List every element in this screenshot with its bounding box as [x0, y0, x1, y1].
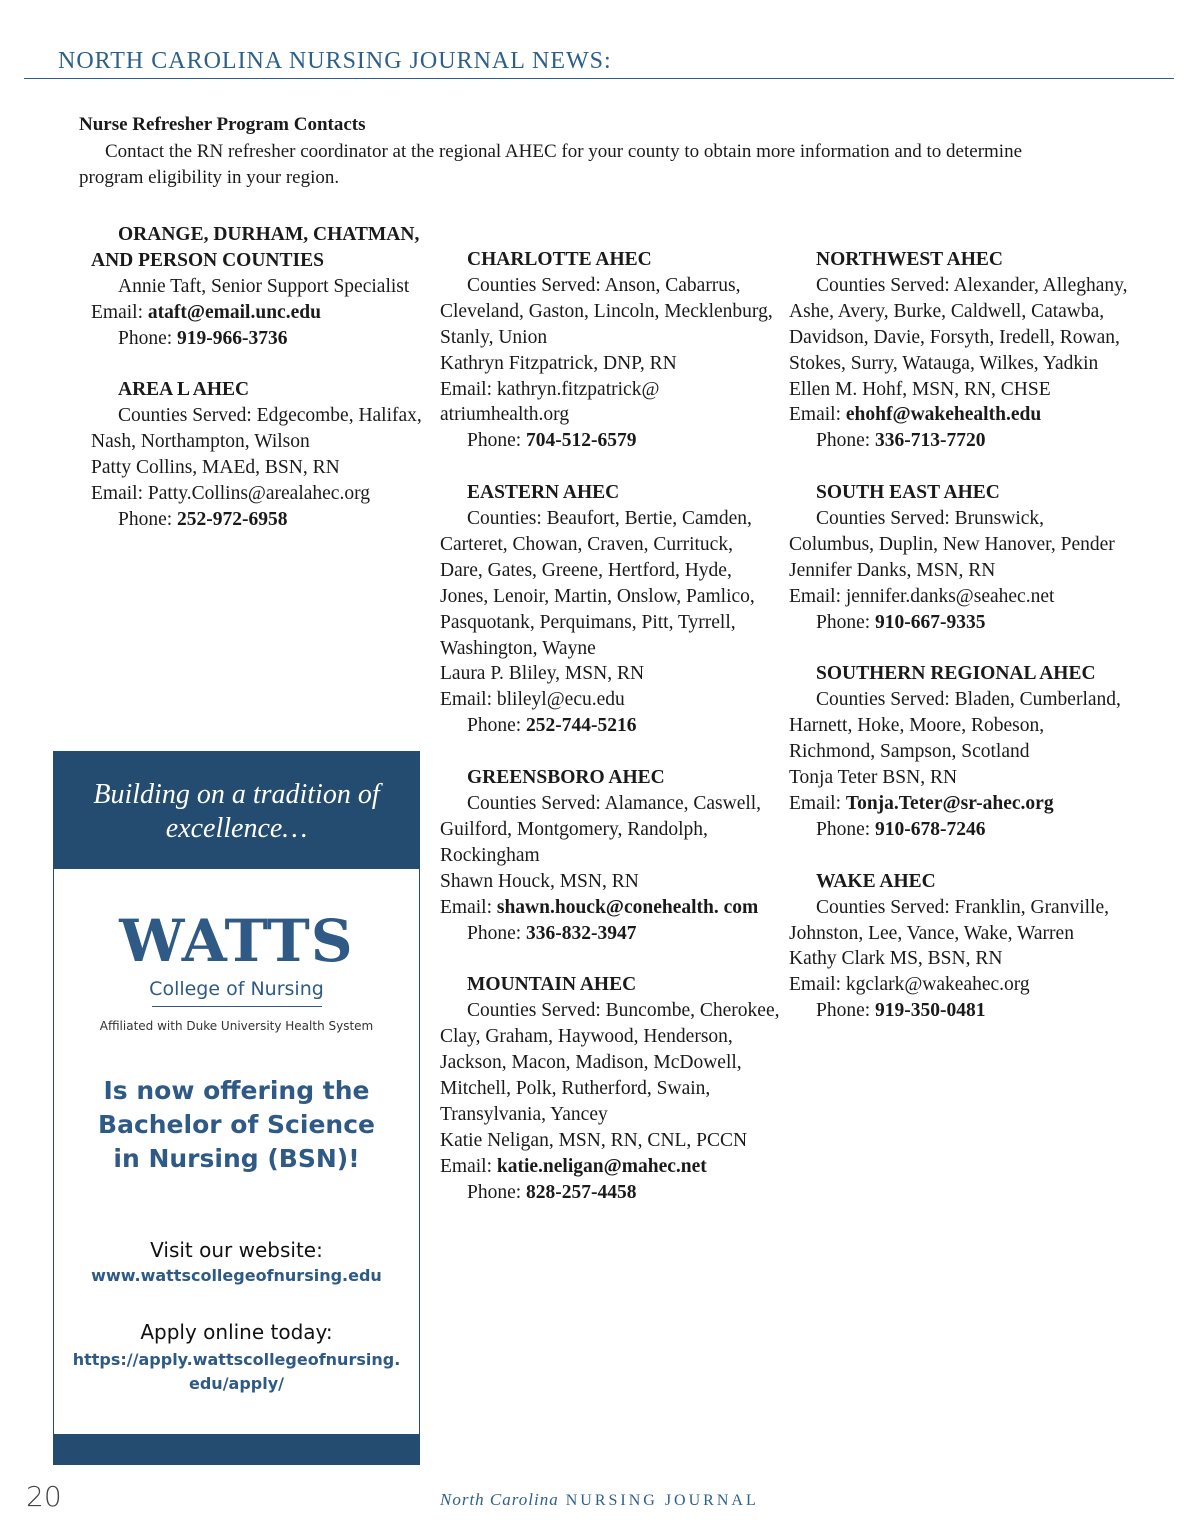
contact-entry [789, 661, 1129, 842]
contact-email[interactable]: kathryn.fitzpatrick@ atriumhealth.org [440, 378, 660, 426]
header-title: NORTH CAROLINA NURSING JOURNAL NEWS: [58, 48, 612, 74]
phone-label: Phone: [467, 922, 527, 944]
contact-email-line [440, 377, 780, 429]
contact-email[interactable]: shawn.houck@conehealth. com [496, 896, 759, 918]
footer-script-title: North Carolina [440, 1490, 559, 1509]
contact-phone-line [440, 921, 780, 947]
ad-offer [54, 1074, 419, 1176]
contact-email[interactable]: jennifer.danks@seahec.net [845, 585, 1055, 607]
contact-phone: 919-350-0481 [875, 1000, 986, 1022]
visit-label: Visit our website: [150, 1238, 323, 1262]
contact-email[interactable]: blileyl@ecu.edu [496, 689, 625, 711]
contact-counties: Counties Served: Buncombe, Cherokee, Clay, Graham, Haywood, Henderson, Jackson, Macon, Madison, McDowell, Mitchell, Polk, Rutherford, Swain, Transylvania, Yancey [440, 1000, 780, 1125]
footer-caps-title: NURSING JOURNAL [565, 1492, 759, 1509]
contact-name: EASTERN AHEC [467, 482, 620, 504]
contact-phone-line [440, 428, 780, 454]
email-label: Email: [440, 1155, 497, 1177]
contact-entry [789, 480, 1129, 635]
email-label: Email: [789, 404, 846, 426]
contact-phone-line [91, 326, 426, 352]
intro-heading: Nurse Refresher Program Contacts [79, 114, 366, 135]
journal-footer [440, 1490, 759, 1510]
phone-label: Phone: [816, 818, 876, 840]
contact-entry [440, 480, 780, 739]
contact-phone: 336-832-3947 [526, 922, 637, 944]
contact-email-line [440, 1154, 780, 1180]
contact-email-line [789, 791, 1129, 817]
contacts-column-2 [440, 247, 780, 1231]
phone-label: Phone: [816, 430, 876, 452]
contact-email[interactable]: kgclark@wakeahec.org [845, 974, 1030, 996]
contact-phone-line [440, 713, 780, 739]
ad-visit-block [54, 1238, 419, 1285]
contact-phone: 704-512-6579 [526, 430, 637, 452]
contact-name: SOUTH EAST AHEC [816, 482, 1000, 504]
contact-email-line [440, 687, 780, 713]
contact-counties: Counties Served: Bladen, Cumberland, Harnett, Hoke, Moore, Robeson, Richmond, Sampson, Scotland [789, 689, 1121, 763]
email-label: Email: [91, 301, 148, 323]
contact-person: Tonja Teter BSN, RN [789, 767, 958, 789]
phone-label: Phone: [118, 508, 178, 530]
phone-label: Phone: [467, 430, 527, 452]
contact-counties: Counties: Beaufort, Bertie, Camden, Carteret, Chowan, Craven, Currituck, Dare, Gates, Greene, Hertford, Hyde, Jones, Lenoir, Martin, Onslow, Pamlico, Pasquotank, Perquimans, Pitt, Tyrrell, Washington, Wayne [440, 508, 755, 659]
contact-counties: Counties Served: Brunswick, Columbus, Duplin, New Hanover, Pender [789, 508, 1115, 555]
contact-person: Ellen M. Hohf, MSN, RN, CHSE [789, 378, 1051, 400]
contact-counties: Counties Served: Edgecombe, Halifax, Nash, Northampton, Wilson [91, 405, 422, 453]
contact-person: Annie Taft, Senior Support Specialist [118, 275, 410, 297]
contact-phone: 828-257-4458 [526, 1181, 637, 1203]
contact-person: Katie Neligan, MSN, RN, CNL, PCCN [440, 1129, 748, 1151]
email-label: Email: [789, 974, 846, 996]
contact-email-line [91, 481, 426, 507]
contact-email[interactable]: katie.neligan@mahec.net [496, 1155, 707, 1177]
email-label: Email: [789, 585, 846, 607]
contact-phone-line [789, 817, 1129, 843]
apply-label: Apply online today: [140, 1320, 333, 1344]
contact-name: ORANGE, DURHAM, CHATMAN, AND PERSON COUNTIES [91, 224, 420, 271]
ad-bottom-band [54, 1434, 419, 1464]
watts-logo [54, 907, 419, 1033]
contact-phone-line [440, 1180, 780, 1206]
contact-phone: 910-678-7246 [875, 818, 986, 840]
contact-entry [440, 765, 780, 946]
email-label: Email: [440, 689, 497, 711]
phone-label: Phone: [816, 1000, 876, 1022]
contact-email-line [789, 402, 1129, 428]
contact-name: NORTHWEST AHEC [816, 249, 1003, 270]
phone-label: Phone: [816, 611, 876, 633]
ad-apply-block [54, 1320, 419, 1396]
contact-entry [440, 247, 780, 454]
contact-name: SOUTHERN REGIONAL AHEC [816, 663, 1096, 685]
logo-affiliation: Affiliated with Duke University Health System [99, 1019, 374, 1033]
contact-entry [789, 869, 1129, 1024]
contact-email-line [440, 895, 780, 921]
contact-phone-line [789, 998, 1129, 1024]
contact-name: MOUNTAIN AHEC [467, 974, 637, 996]
phone-label: Phone: [467, 715, 527, 737]
contact-phone: 252-972-6958 [177, 508, 288, 530]
contact-person: Jennifer Danks, MSN, RN [789, 559, 996, 581]
contact-email[interactable]: ataft@email.unc.edu [147, 301, 321, 323]
contact-email[interactable]: Tonja.Teter@sr-ahec.org [845, 793, 1054, 814]
logo-subtitle: College of Nursing [149, 978, 324, 1000]
contact-name: WAKE AHEC [816, 870, 936, 892]
contact-entry [91, 377, 426, 532]
email-label: Email: [440, 378, 497, 400]
contacts-column-1 [91, 222, 426, 559]
contact-phone-line [789, 610, 1129, 636]
contact-person: Kathryn Fitzpatrick, DNP, RN [440, 352, 677, 374]
contact-counties: Counties Served: Alamance, Caswell, Guilford, Montgomery, Randolph, Rockingham [440, 793, 762, 866]
contact-phone: 252-744-5216 [526, 715, 637, 737]
contact-name: AREA L AHEC [118, 379, 250, 401]
contact-email-line [91, 300, 426, 326]
email-label: Email: [440, 896, 497, 918]
contact-name: GREENSBORO AHEC [467, 767, 665, 789]
contact-phone-line [789, 428, 1129, 454]
ad-tagline: Building on a tradition of excellence… [93, 779, 380, 844]
contact-name: CHARLOTTE AHEC [467, 249, 652, 270]
contact-phone-line [91, 507, 426, 533]
contact-person: Laura P. Bliley, MSN, RN [440, 663, 645, 685]
contact-phone: 919-966-3736 [177, 327, 288, 349]
logo-divider [152, 1006, 322, 1007]
contact-entry [91, 222, 426, 352]
watts-advertisement [53, 751, 420, 1465]
contact-email-line [789, 972, 1129, 998]
ad-offer-text: Is now offering the Bachelor of Science in Nursing (BSN)! [98, 1076, 375, 1173]
contact-counties: Counties Served: Franklin, Granville, Johnston, Lee, Vance, Wake, Warren [789, 896, 1109, 944]
contact-person: Shawn Houck, MSN, RN [440, 870, 639, 892]
contact-email[interactable]: Patty.Collins@arealahec.org [147, 483, 370, 505]
contact-phone: 910-667-9335 [875, 611, 986, 633]
page-number: 20 [26, 1480, 62, 1513]
apply-link[interactable]: https://apply.wattscollegeofnursing. edu/apply/ [72, 1350, 401, 1393]
email-label: Email: [91, 483, 148, 505]
phone-label: Phone: [467, 1181, 527, 1203]
contact-person: Patty Collins, MAEd, BSN, RN [91, 457, 340, 479]
contact-entry [789, 247, 1129, 454]
contact-person: Kathy Clark MS, BSN, RN [789, 948, 1003, 970]
email-label: Email: [789, 793, 846, 814]
logo-wordmark: WATTS [119, 907, 354, 975]
contact-email[interactable]: ehohf@wakehealth.edu [845, 404, 1042, 426]
contacts-column-3 [789, 247, 1129, 1050]
header-rule [24, 78, 1174, 79]
contact-counties: Counties Served: Alexander, Alleghany, Ashe, Avery, Burke, Caldwell, Catawba, Davidson, Davie, Forsyth, Iredell, Rowan, Stokes, Surry, Watauga, Wilkes, Yadkin [789, 274, 1128, 374]
website-link[interactable]: www.wattscollegeofnursing.edu [91, 1266, 382, 1285]
phone-label: Phone: [118, 327, 178, 349]
ad-tagline-band [54, 752, 419, 869]
contact-email-line [789, 584, 1129, 610]
contact-phone: 336-713-7720 [875, 430, 986, 452]
contact-entry [440, 972, 780, 1205]
contact-counties: Counties Served: Anson, Cabarrus, Cleveland, Gaston, Lincoln, Mecklenburg, Stanly, Union [440, 274, 773, 348]
intro-text: Contact the RN refresher coordinator at the regional AHEC for your county to obtain more information and to determine program eligibility in your region. [79, 141, 1023, 188]
